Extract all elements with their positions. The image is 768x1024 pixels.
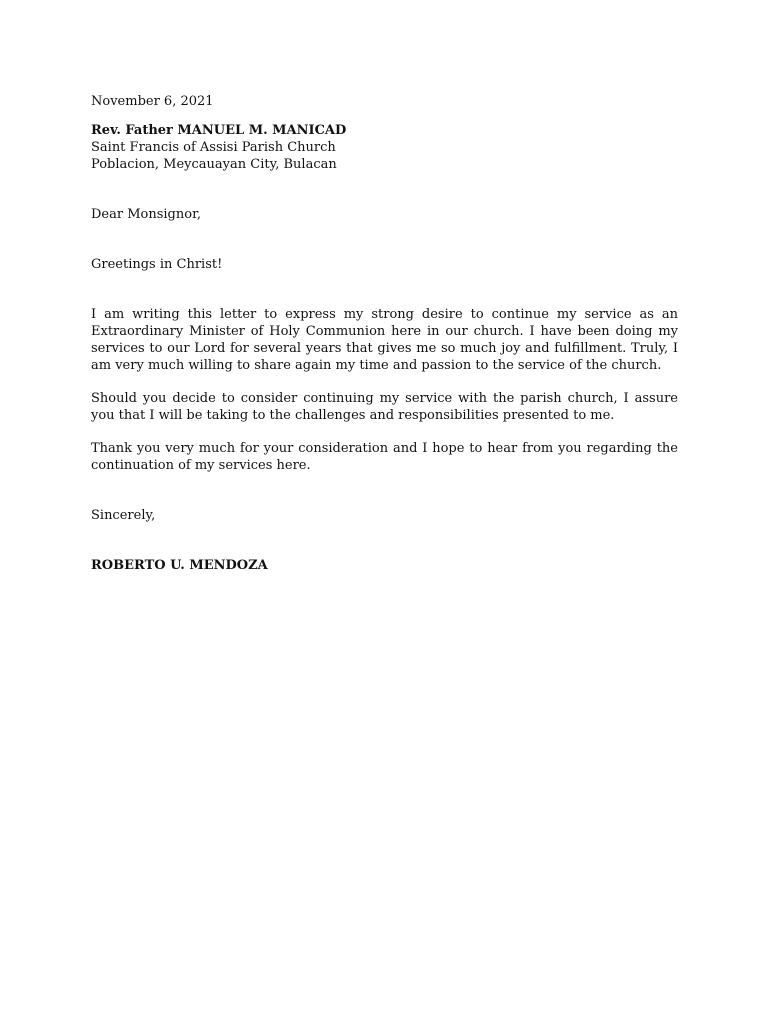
greeting: Greetings in Christ! xyxy=(91,257,223,272)
salutation: Dear Monsignor, xyxy=(91,207,201,222)
recipient-name: Rev. Father MANUEL M. MANICAD xyxy=(91,123,347,138)
recipient-block xyxy=(91,122,678,173)
body-paragraph-2: Should you decide to consider continuing my service with the parish church, I assure you that I will be taking to the challenges and responsibilities presented to me. xyxy=(91,391,678,423)
closing: Sincerely, xyxy=(91,508,156,523)
body-paragraph-3: Thank you very much for your consideration and I hope to hear from you regarding the continuation of my services here. xyxy=(91,441,678,473)
signatory-name: ROBERTO U. MENDOZA xyxy=(91,558,268,573)
body-paragraph-1: I am writing this letter to express my strong desire to continue my service as an Extraordinary Minister of Holy Communion here in our church. I have been doing my services to our Lord for several years that gives me so much joy and fulfillment. Truly, I am very much willing to share again my time and passion to the service of the church. xyxy=(91,307,678,373)
letter-date: November 6, 2021 xyxy=(91,94,214,109)
recipient-address-line2: Poblacion, Meycauayan City, Bulacan xyxy=(91,157,337,172)
letter-body xyxy=(91,93,678,574)
recipient-address-line1: Saint Francis of Assisi Parish Church xyxy=(91,140,336,155)
